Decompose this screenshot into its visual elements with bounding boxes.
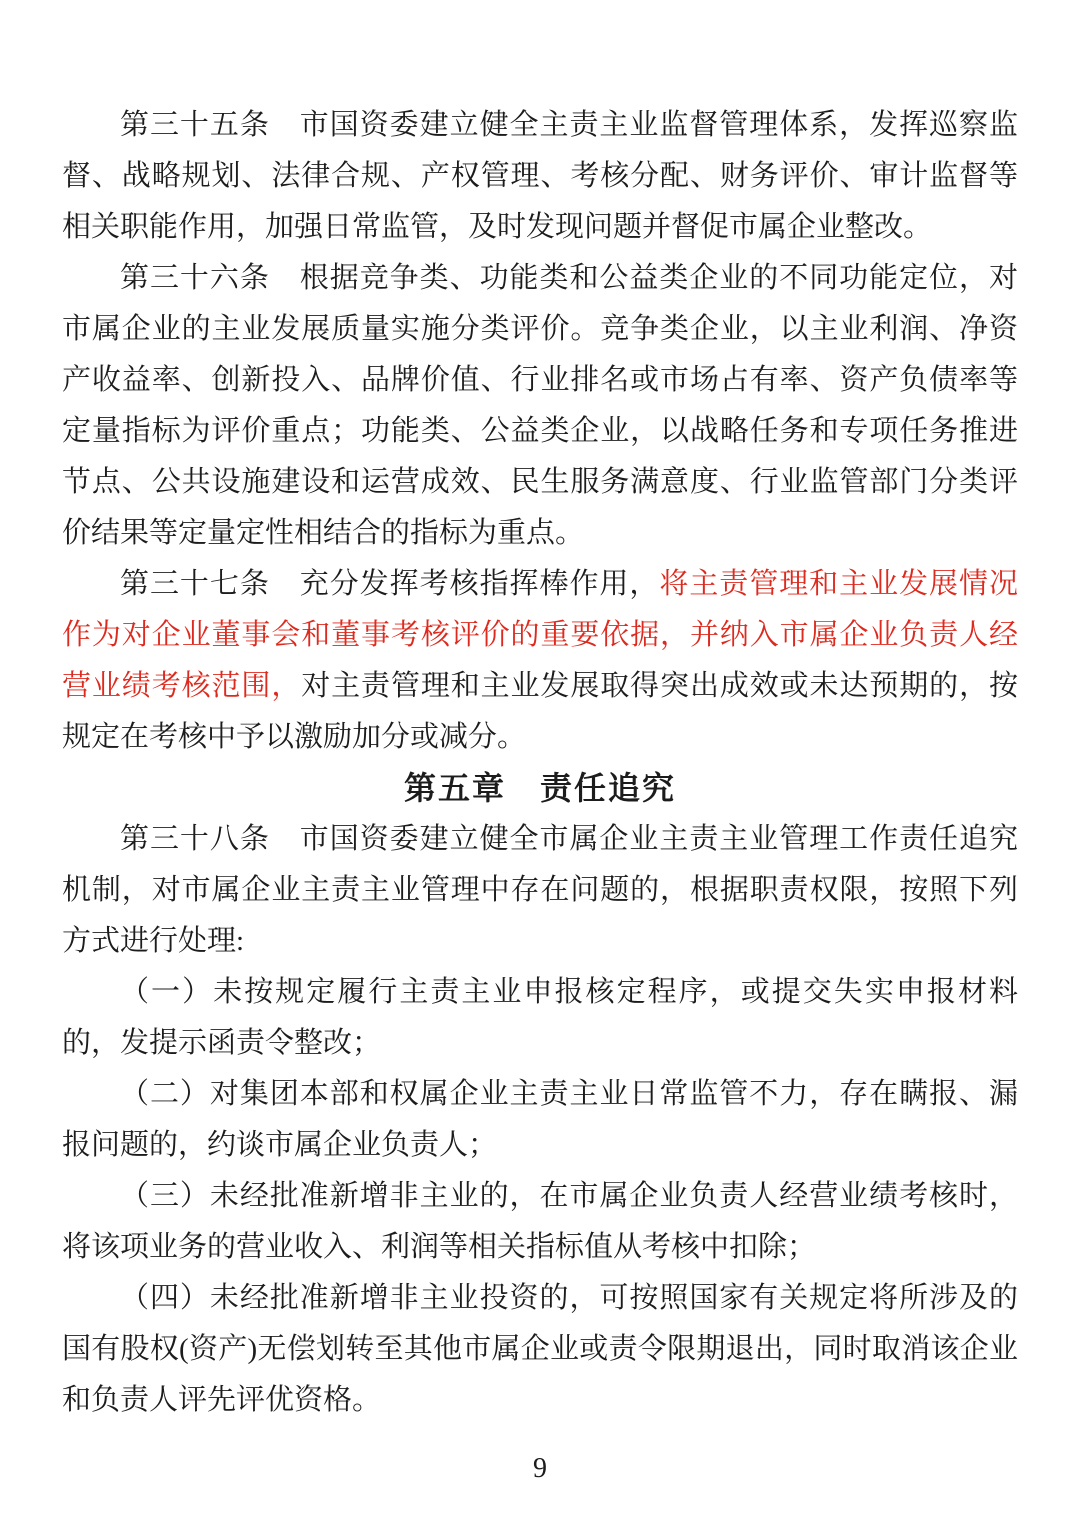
- article-35: [62, 100, 1018, 253]
- item-2-text: （二）对集团本部和权属企业主责主业日常监管不力，存在瞒报、漏报问题的，约谈市属企业负责人；: [62, 1078, 1018, 1161]
- item-1-text: （一）未按规定履行主责主业申报核定程序，或提交失实申报材料的，发提示函责令整改；: [62, 976, 1018, 1059]
- article-36: [62, 253, 1018, 559]
- item-4-text: （四）未经批准新增非主业投资的，可按照国家有关规定将所涉及的国有股权(资产)无偿划转至其他市属企业或责令限期退出，同时取消该企业和负责人评先评优资格。: [62, 1282, 1018, 1416]
- article-35-text: 市国资委建立健全主责主业监督管理体系，发挥巡察监督、战略规划、法律合规、产权管理、考核分配、财务评价、审计监督等相关职能作用，加强日常监管，及时发现问题并督促市属企业整改。: [62, 109, 1018, 243]
- article-38-text: 第三十八条: [120, 823, 270, 855]
- chapter-5-heading: [62, 763, 1018, 814]
- item-3: [62, 1171, 1018, 1273]
- page-footer: [0, 1453, 1080, 1485]
- article-37-text: 对主责管理和主业发展取得突出成效或未达预期的，按规定在考核中予以激励加分或减分。: [62, 670, 1018, 753]
- document-body: [62, 100, 1018, 1426]
- item-2: [62, 1069, 1018, 1171]
- article-37: [62, 559, 1018, 763]
- article-37-highlighted-text: 将主责管理和主业发展情况作为对企业董事会和董事考核评价的重要依据，并纳入市属企业负责人经营业绩考核范围，: [62, 568, 1018, 702]
- article-35-text: 第三十五条: [120, 109, 270, 141]
- article-38-text: 市国资委建立健全市属企业主责主业管理工作责任追究机制，对市属企业主责主业管理中存在问题的，根据职责权限，按照下列方式进行处理:: [62, 823, 1018, 957]
- article-36-text: 根据竞争类、功能类和公益类企业的不同功能定位，对市属企业的主业发展质量实施分类评价。竞争类企业，以主业利润、净资产收益率、创新投入、品牌价值、行业排名或市场占有率、资产负债率等定量指标为评价重点；功能类、公益类企业，以战略任务和专项任务推进节点、公共设施建设和运营成效、民生服务满意度、行业监管部门分类评价结果等定量定性相结合的指标为重点。: [62, 262, 1018, 549]
- chapter-5-heading-text: 第五章 责任追究: [403, 770, 676, 806]
- article-37-text: 充分发挥考核指挥棒作用，: [269, 568, 660, 600]
- page-number: 9: [533, 1453, 547, 1484]
- item-4: [62, 1273, 1018, 1426]
- item-1: [62, 967, 1018, 1069]
- item-3-text: （三）未经批准新增非主业的，在市属企业负责人经营业绩考核时，将该项业务的营业收入、利润等相关指标值从考核中扣除；: [62, 1180, 1018, 1263]
- article-36-text: 第三十六条: [120, 262, 270, 294]
- article-38: [62, 814, 1018, 967]
- article-37-text: 第三十七条: [120, 568, 270, 600]
